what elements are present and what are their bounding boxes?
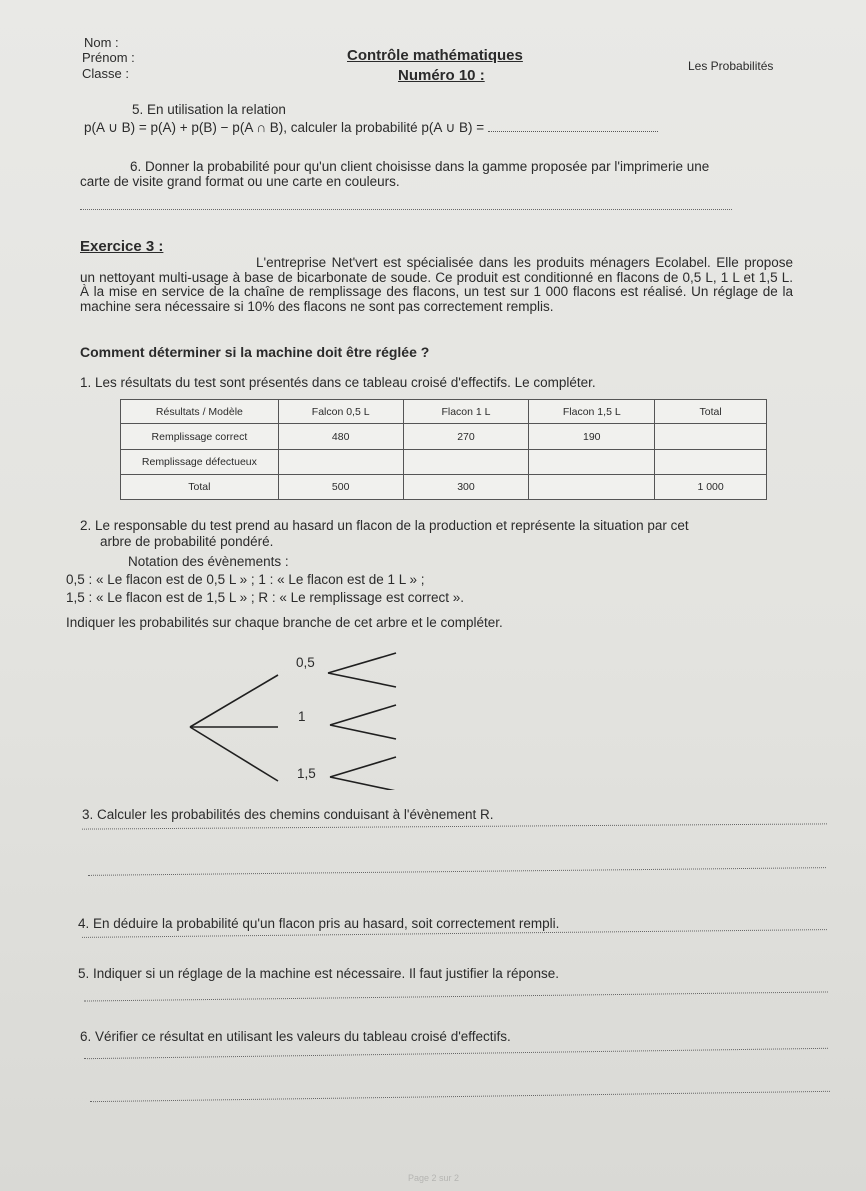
q2-line1: 2. Le responsable du test prend au hasard un flacon de la production et représente la situation par cet (80, 518, 689, 533)
table-cell-empty[interactable] (655, 424, 767, 450)
q6-text: 6. Vérifier ce résultat en utilisant les valeurs du tableau croisé d'effectifs. (80, 1029, 511, 1044)
prev-q6-line2: carte de visite grand format ou une carte en couleurs. (80, 174, 400, 189)
table-header-cell: Flacon 1,5 L (529, 400, 655, 424)
q3-text: 3. Calculer les probabilités des chemins conduisant à l'évènement R. (82, 807, 494, 822)
answer-line[interactable] (88, 867, 826, 876)
q5-text: 5. Indiquer si un réglage de la machine est nécessaire. Il faut justifier la réponse. (78, 966, 560, 981)
prev-q5-formula (84, 120, 658, 135)
nom-label: Nom : (84, 35, 119, 50)
answer-line[interactable] (84, 991, 828, 1001)
table-row (121, 475, 767, 500)
table-cell: 480 (278, 424, 403, 450)
tree-branch-0-5[interactable] (190, 675, 278, 727)
page-title: Contrôle mathématiques (347, 47, 523, 64)
table-cell: 270 (403, 424, 529, 450)
table-cell-empty[interactable] (278, 450, 403, 475)
tree-sub-branch[interactable] (330, 705, 396, 725)
notation-title: Notation des évènements : (128, 554, 289, 569)
topic-label: Les Probabilités (688, 59, 774, 73)
table-cell: Remplissage correct (121, 424, 279, 450)
page-number: Page 2 sur 2 (408, 1173, 460, 1183)
tree-sub-branch[interactable] (330, 725, 396, 739)
table-cell: 1 000 (655, 475, 767, 500)
answer-line[interactable] (80, 209, 732, 210)
contingency-table (120, 399, 767, 500)
exercise-title: Exercice 3 : (80, 238, 164, 255)
table-row (121, 450, 767, 475)
answer-line[interactable] (82, 823, 827, 829)
classe-label: Classe : (82, 66, 129, 81)
answer-line[interactable] (90, 1091, 830, 1102)
test-number: Numéro 10 : (398, 67, 485, 84)
tree-node-label: 1,5 (297, 766, 316, 781)
table-cell-empty[interactable] (655, 450, 767, 475)
table-header-cell: Flacon 1 L (403, 400, 529, 424)
table-cell: 500 (278, 475, 403, 500)
table-header-cell: Résultats / Modèle (121, 400, 279, 424)
probability-tree (170, 645, 410, 790)
prev-q5-intro: 5. En utilisation la relation (132, 102, 286, 117)
table-header-cell: Falcon 0,5 L (278, 400, 403, 424)
tree-branch-1-5[interactable] (190, 727, 278, 781)
table-cell: Remplissage défectueux (121, 450, 279, 475)
prev-q6-line1: 6. Donner la probabilité pour qu'un client choisisse dans la gamme proposée par l'imprimerie une (130, 159, 710, 174)
exercise-intro: L'entreprise Net'vert est spécialisée dans les produits ménagers Ecolabel. Elle propose un nettoyant multi-usage à base de bicarbonate de soude. Ce produit est conditionné en flacons de 0,5 L, 1 L et 1,5 L. À la mise en service de la chaîne de remplissage des flacons, un test sur 1 000 flacons est réalisé. Un réglage de la machine sera nécessaire si 10% des flacons ne sont pas correctement remplis. (80, 255, 793, 314)
table-cell: 300 (403, 475, 529, 500)
tree-sub-branch[interactable] (330, 777, 396, 790)
tree-sub-branch[interactable] (328, 673, 396, 687)
table-cell-empty[interactable] (403, 450, 529, 475)
table-cell-empty[interactable] (529, 475, 655, 500)
notation-line1: 0,5 : « Le flacon est de 0,5 L » ; 1 : « Le flacon est de 1 L » ; (66, 572, 425, 587)
table-cell: Total (121, 475, 279, 500)
exercise-question: Comment déterminer si la machine doit être réglée ? (80, 344, 430, 360)
prenom-label: Prénom : (82, 50, 135, 65)
answer-blank[interactable] (488, 131, 658, 132)
tree-node-label: 1 (298, 709, 306, 724)
tree-sub-branch[interactable] (330, 757, 396, 777)
table-cell-empty[interactable] (529, 450, 655, 475)
q4-text: 4. En déduire la probabilité qu'un flacon pris au hasard, soit correctement rempli. (78, 916, 560, 931)
tree-node-label: 0,5 (296, 655, 315, 670)
answer-line[interactable] (84, 1048, 828, 1059)
notation-line2: 1,5 : « Le flacon est de 1,5 L » ; R : « Le remplissage est correct ». (66, 590, 464, 605)
table-header-row (121, 400, 767, 424)
tree-sub-branch[interactable] (328, 653, 396, 673)
q2-line2: arbre de probabilité pondéré. (100, 534, 274, 549)
table-row (121, 424, 767, 450)
prev-q5-formula-text: p(A ∪ B) = p(A) + p(B) − p(A ∩ B), calculer la probabilité p(A ∪ B) = (84, 120, 488, 135)
table-cell: 190 (529, 424, 655, 450)
q1-text: 1. Les résultats du test sont présentés dans ce tableau croisé d'effectifs. Le compléter. (80, 375, 596, 390)
q2-instruction: Indiquer les probabilités sur chaque branche de cet arbre et le compléter. (66, 615, 503, 630)
table-header-cell: Total (655, 400, 767, 424)
